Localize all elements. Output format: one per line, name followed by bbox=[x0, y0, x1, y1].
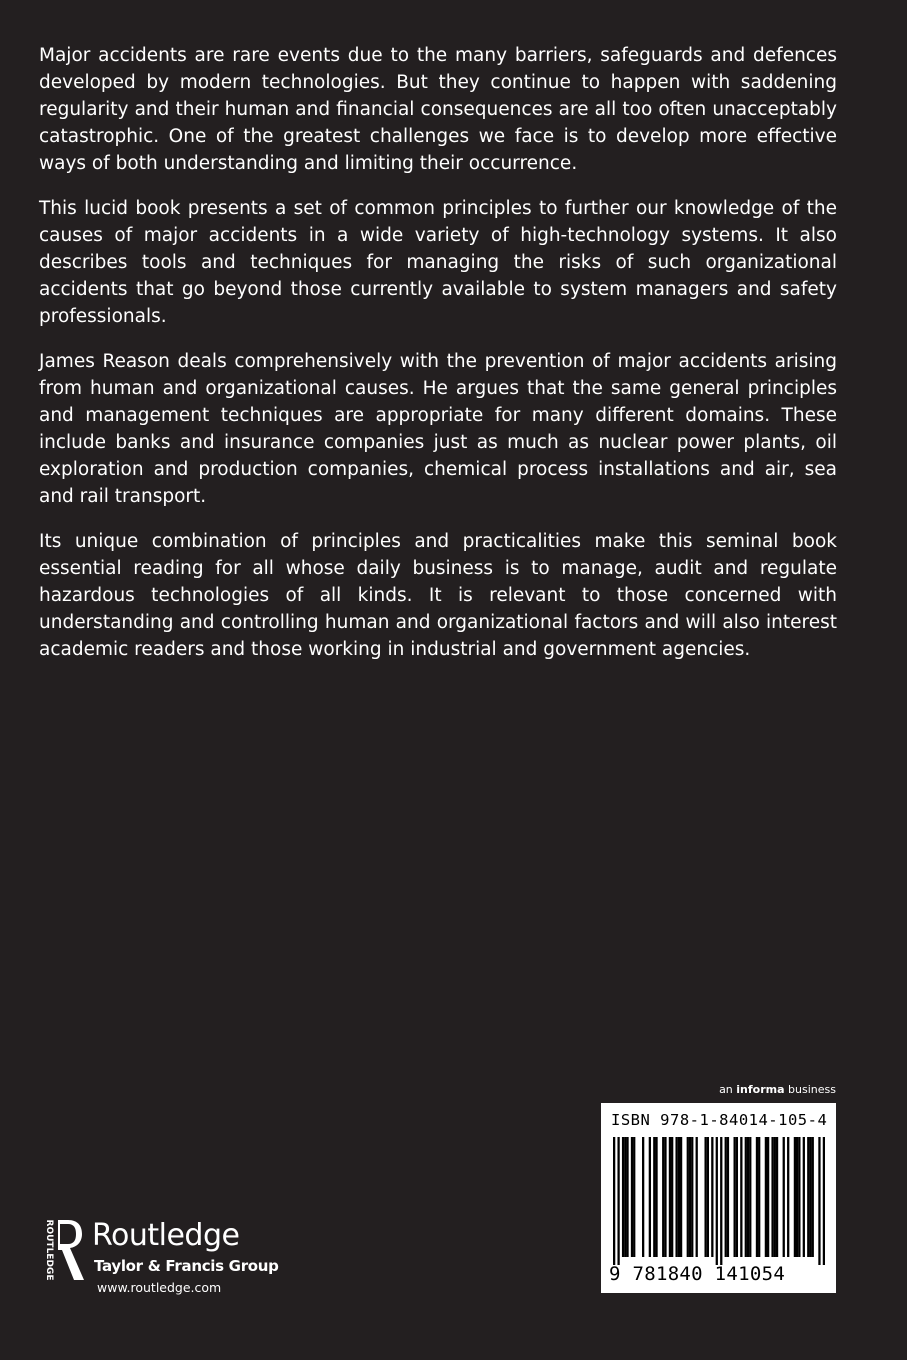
barcode-bar-39 bbox=[771, 1137, 773, 1257]
barcode-bar-46 bbox=[798, 1137, 800, 1257]
blurb-paragraph-1: Major accidents are rare events due to the many barriers, safeguards and defences developed by modern technologies. But they continue to happen with saddening regularity and their human and financial consequences are all too often unacceptably catastrophic. One of the greatest challenges we face is to develop more effective ways of both understanding and limiting their occurrence. bbox=[39, 45, 837, 174]
barcode-bar-50 bbox=[812, 1137, 814, 1257]
barcode-bar-52 bbox=[823, 1137, 825, 1265]
informa-suffix: business bbox=[784, 1083, 836, 1096]
barcode-bar-1 bbox=[617, 1137, 619, 1265]
barcode-bar-38 bbox=[767, 1137, 769, 1257]
barcode-bar-35 bbox=[756, 1137, 758, 1257]
barcode-bar-13 bbox=[669, 1137, 671, 1257]
publisher-group: Taylor & Francis Group bbox=[94, 1257, 279, 1275]
barcode-bar-28 bbox=[727, 1137, 729, 1257]
informa-business-line bbox=[700, 1083, 836, 1096]
barcode-bar-24 bbox=[711, 1137, 713, 1257]
barcode-bar-20 bbox=[691, 1137, 693, 1257]
publisher-block bbox=[38, 1216, 278, 1300]
barcode-bar-36 bbox=[758, 1137, 760, 1257]
barcode-bars bbox=[613, 1137, 825, 1265]
barcode-bar-33 bbox=[747, 1137, 749, 1257]
barcode-bar-12 bbox=[664, 1137, 666, 1257]
barcode-bar-14 bbox=[671, 1137, 673, 1257]
publisher-name: Routledge bbox=[92, 1218, 240, 1253]
barcode-bar-4 bbox=[626, 1137, 628, 1257]
barcode-bar-27 bbox=[725, 1137, 727, 1257]
barcode-bar-9 bbox=[653, 1137, 655, 1257]
blurb-paragraph-2: This lucid book presents a set of common principles to further our knowledge of the causes of major accidents in a wide variety of high-technology systems. It also describes tools and techniques for managing the risks of such organizational accidents that go beyond those currently available to system managers and safety professionals. bbox=[39, 198, 837, 327]
routledge-logo-icon bbox=[38, 1216, 88, 1284]
barcode-bar-25 bbox=[716, 1137, 718, 1265]
barcode-bar-8 bbox=[649, 1137, 651, 1257]
logo-vertical-text: ROUTLEDGE bbox=[44, 1219, 54, 1281]
barcode-bar-47 bbox=[803, 1137, 805, 1257]
barcode-bar-26 bbox=[720, 1137, 722, 1265]
barcode-bar-0 bbox=[613, 1137, 615, 1265]
barcode-bar-43 bbox=[787, 1137, 789, 1257]
barcode-bar-22 bbox=[704, 1137, 706, 1257]
barcode-bar-29 bbox=[734, 1137, 736, 1257]
barcode-bar-19 bbox=[689, 1137, 691, 1257]
barcode-bar-41 bbox=[776, 1137, 778, 1257]
barcode-bar-15 bbox=[675, 1137, 677, 1257]
isbn-barcode bbox=[601, 1103, 836, 1293]
barcode-bar-30 bbox=[736, 1137, 738, 1257]
barcode-bar-3 bbox=[624, 1137, 626, 1257]
barcode-bar-23 bbox=[707, 1137, 709, 1257]
ean-digits: 9 781840 141054 bbox=[609, 1263, 786, 1285]
barcode-bar-17 bbox=[680, 1137, 682, 1257]
informa-prefix: an bbox=[719, 1083, 737, 1096]
barcode-bar-5 bbox=[631, 1137, 633, 1257]
informa-brand: informa bbox=[736, 1083, 785, 1096]
barcode-bar-18 bbox=[687, 1137, 689, 1257]
barcode-bar-16 bbox=[678, 1137, 680, 1257]
publisher-url[interactable]: www.routledge.com bbox=[97, 1280, 222, 1295]
barcode-bar-2 bbox=[622, 1137, 624, 1257]
barcode-bar-7 bbox=[642, 1137, 644, 1257]
isbn-label: ISBN 978-1-84014-105-4 bbox=[611, 1111, 828, 1129]
blurb-paragraph-3: James Reason deals comprehensively with the prevention of major accidents arising from human and organizational causes. He argues that the same general principles and management techniques are appropriate for many different domains. These include banks and insurance companies just as much as nuclear power plants, oil exploration and production companies, chemical process installations and air, sea and rail transport. bbox=[39, 351, 837, 507]
barcode-bar-31 bbox=[740, 1137, 742, 1257]
barcode-bar-44 bbox=[794, 1137, 796, 1257]
barcode-bar-32 bbox=[745, 1137, 747, 1257]
barcode-bar-42 bbox=[783, 1137, 785, 1257]
barcode-bar-10 bbox=[655, 1137, 657, 1257]
barcode-bar-45 bbox=[796, 1137, 798, 1257]
barcode-bar-6 bbox=[633, 1137, 635, 1257]
barcode-bar-48 bbox=[807, 1137, 809, 1257]
barcode-bar-21 bbox=[696, 1137, 698, 1257]
barcode-bar-40 bbox=[774, 1137, 776, 1257]
barcode-bar-51 bbox=[818, 1137, 820, 1265]
barcode-bar-34 bbox=[749, 1137, 751, 1257]
blurb-paragraph-4: Its unique combination of principles and practicalities make this seminal book essential reading for all whose daily business is to manage, audit and regulate hazardous technologies of all kinds. It is relevant to those concerned with understanding and controlling human and organizational factors and will also interest academic readers and those working in industrial and government agencies. bbox=[39, 531, 837, 660]
back-cover-blurb bbox=[39, 42, 837, 681]
barcode-bar-37 bbox=[765, 1137, 767, 1257]
barcode-bar-49 bbox=[809, 1137, 811, 1257]
barcode-bar-11 bbox=[662, 1137, 664, 1257]
